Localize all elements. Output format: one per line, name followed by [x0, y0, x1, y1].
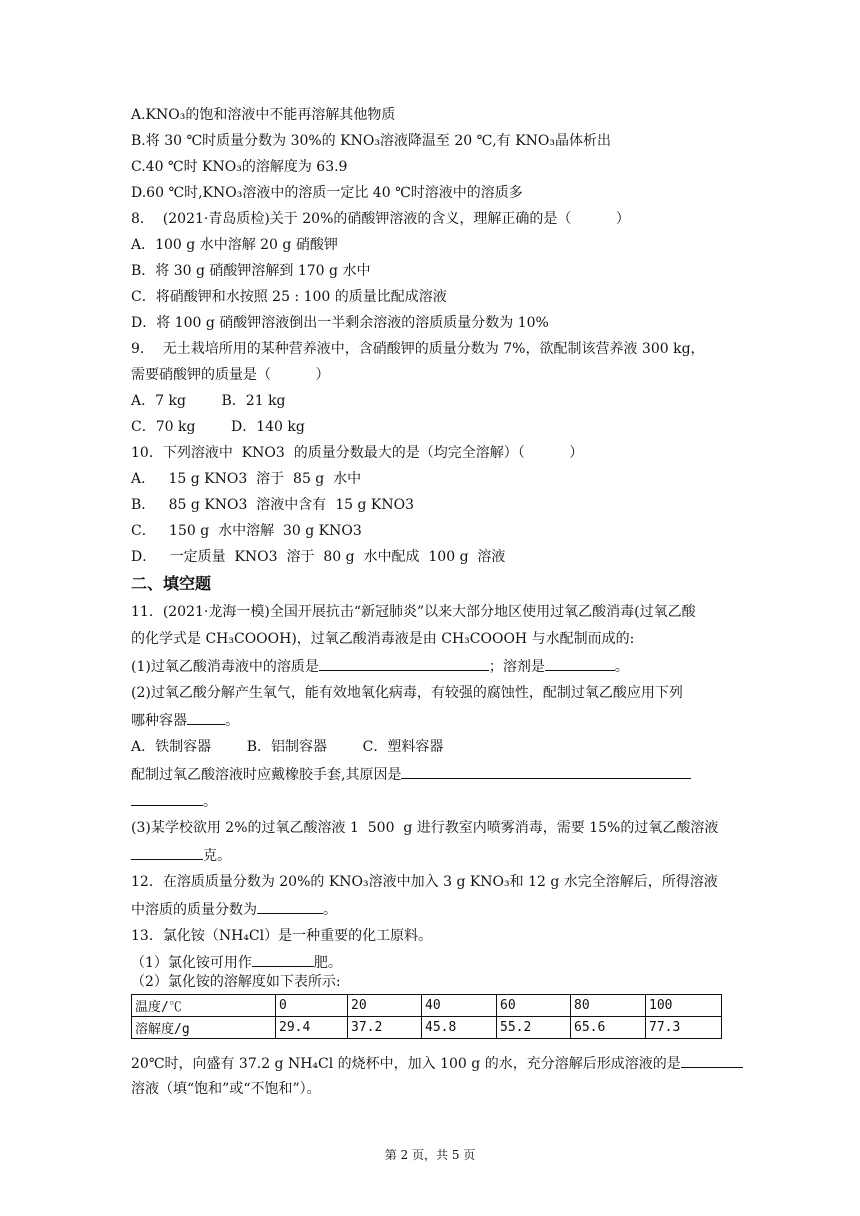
text: （1）氯化铵可用作 [131, 955, 252, 971]
question-11-reason [131, 764, 691, 784]
option-line: D．将 100 g 硝酸钾溶液倒出一半剩余溶液的溶质质量分数为 10% [131, 315, 549, 331]
question-13-part1 [131, 952, 342, 972]
answer-blank[interactable] [131, 845, 203, 860]
answer-blank[interactable] [545, 656, 615, 671]
question-9-cont: 需要硝酸钾的质量是（ ） [131, 367, 330, 383]
table-cell: 20 [348, 995, 422, 1017]
table-cell: 65.6 [571, 1017, 646, 1039]
option-line: C．将硝酸钾和水按照 25 : 100 的质量比配成溶液 [131, 289, 447, 305]
question-11-part3: (3)某学校欲用 2%的过氧乙酸溶液 1 500 g 进行教室内喷雾消毒，需要 15%的过氧乙酸溶液 [131, 820, 719, 836]
text: 。 [225, 713, 239, 729]
text: ；溶剂是 [488, 659, 545, 675]
answer-blank[interactable] [319, 656, 489, 671]
answer-blank[interactable] [252, 952, 314, 967]
answer-blank[interactable] [131, 791, 203, 806]
text: 。 [203, 794, 217, 810]
option-line: B． 85 g KNO3 溶液中含有 15 g KNO3 [131, 497, 414, 513]
question-11-part2-cont [131, 710, 239, 730]
table-cell: 80 [571, 995, 646, 1017]
option-line: D.60 ℃时,KNO₃溶液中的溶质一定比 40 ℃时溶液中的溶质多 [131, 185, 523, 201]
question-11-part2: (2)过氧乙酸分解产生氧气，能有效地氧化病毒，有较强的腐蚀性，配制过氧乙酸应用下列 [131, 685, 683, 701]
question-8: 8． (2021·青岛质检)关于 20%的硝酸钾溶液的含义，理解正确的是（ ） [131, 211, 630, 227]
option-line: C．70 kg D．140 kg [131, 419, 305, 435]
question-9: 9． 无土栽培所用的某种营养液中，含硝酸钾的质量分数为 7%，欲配制该营养液 300 kg， [131, 341, 705, 357]
question-13-after [131, 1053, 743, 1073]
option-line: A．7 kg B．21 kg [131, 393, 286, 409]
table-cell: 0 [276, 995, 348, 1017]
answer-blank[interactable] [401, 764, 691, 779]
option-line: C.40 ℃时 KNO₃的溶解度为 63.9 [131, 159, 348, 175]
option-line: A．100 g 水中溶解 20 g 硝酸钾 [131, 237, 338, 253]
question-11-options: A．铁制容器 B．铝制容器 C．塑料容器 [131, 739, 444, 755]
table-cell: 温度/℃ [132, 995, 276, 1017]
question-13-after-cont: 溶液（填“饱和”或“不饱和”）。 [131, 1081, 321, 1097]
table-cell: 55.2 [497, 1017, 571, 1039]
question-12: 12．在溶质质量分数为 20%的 KNO₃溶液中加入 3 g KNO₃和 12 g 水完全溶解后，所得溶液 [131, 874, 718, 890]
table-cell: 29.4 [276, 1017, 348, 1039]
text: 哪种容器 [131, 713, 187, 729]
text: 。 [323, 902, 337, 918]
question-11: 11．(2021·龙海一模)全国开展抗击“新冠肺炎”以来大部分地区使用过氧乙酸消毒(过氧乙酸 [131, 604, 696, 620]
question-10: 10．下列溶液中 KNO3 的质量分数最大的是（均完全溶解）（ ） [131, 445, 584, 461]
table-cell: 77.3 [646, 1017, 722, 1039]
question-11-part3-cont [131, 845, 231, 865]
question-11-part1 [131, 656, 629, 676]
answer-blank[interactable] [681, 1053, 743, 1068]
table-cell: 溶解度/g [132, 1017, 276, 1039]
option-line: C． 150 g 水中溶解 30 g KNO3 [131, 523, 362, 539]
answer-blank[interactable] [257, 899, 323, 914]
text: 中溶质的质量分数为 [131, 902, 257, 918]
answer-blank[interactable] [187, 710, 225, 725]
question-13: 13．氯化铵（NH₄Cl）是一种重要的化工原料。 [131, 928, 433, 944]
solubility-table [131, 994, 722, 1039]
option-line: D． 一定质量 KNO3 溶于 80 g 水中配成 100 g 溶液 [131, 549, 506, 565]
text: 20℃时，向盛有 37.2 g NH₄Cl 的烧杯中，加入 100 g 的水，充分溶解后形成溶液的是 [131, 1056, 681, 1072]
text: 。 [614, 659, 629, 675]
text: (1)过氧乙酸消毒液中的溶质是 [131, 659, 319, 675]
option-line: B．将 30 g 硝酸钾溶解到 170 g 水中 [131, 263, 371, 279]
page-footer: 第 2 页，共 5 页 [384, 1148, 476, 1162]
text: 配制过氧乙酸溶液时应戴橡胶手套,其原因是 [131, 767, 402, 783]
text: 肥。 [313, 955, 342, 971]
question-12-cont [131, 899, 337, 919]
question-13-part2: （2）氯化铵的溶解度如下表所示: [131, 974, 341, 990]
section-heading: 二、填空题 [131, 574, 212, 593]
table-cell: 60 [497, 995, 571, 1017]
table-row [132, 1017, 722, 1039]
table-cell: 37.2 [348, 1017, 422, 1039]
table-row [132, 995, 722, 1017]
option-line: B.将 30 ℃时质量分数为 30%的 KNO₃溶液降温至 20 ℃,有 KNO₃晶体析出 [131, 133, 612, 149]
table-cell: 100 [646, 995, 722, 1017]
option-line: A． 15 g KNO3 溶于 85 g 水中 [131, 471, 362, 487]
question-11-cont: 的化学式是 CH₃COOOH)，过氧乙酸消毒液是由 CH₃COOOH 与水配制而成的: [131, 631, 635, 647]
table-cell: 45.8 [422, 1017, 497, 1039]
option-line: A.KNO₃的饱和溶液中不能再溶解其他物质 [131, 107, 396, 123]
text: 克。 [203, 848, 231, 864]
table-cell: 40 [422, 995, 497, 1017]
question-11-reason-cont [131, 791, 217, 811]
